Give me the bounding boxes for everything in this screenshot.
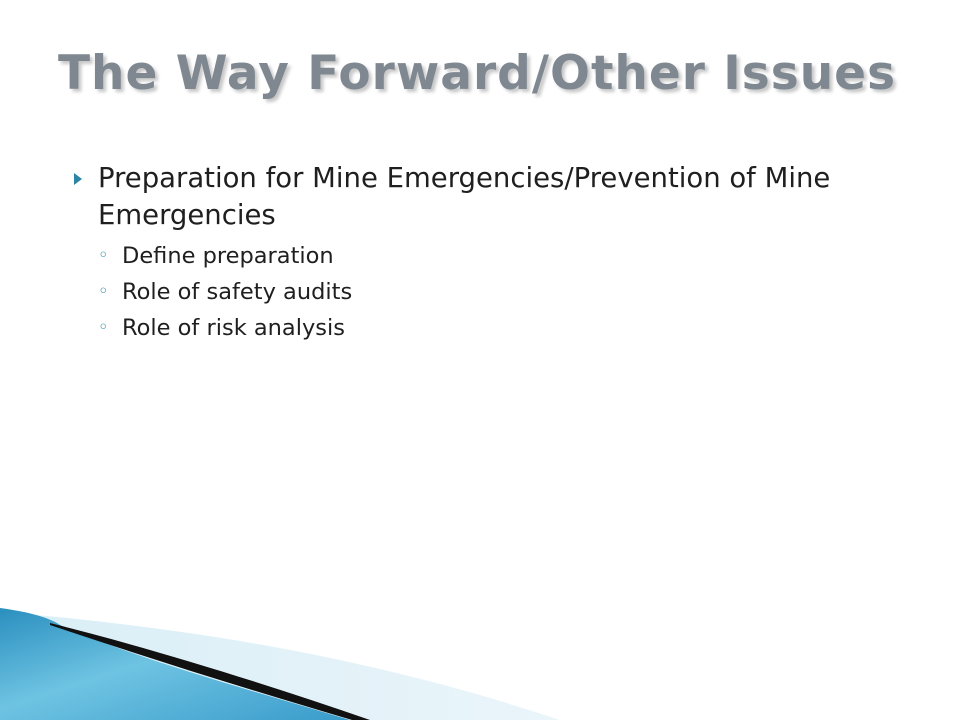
sub-bullet-text: Define preparation: [122, 243, 334, 269]
slide-title: The Way Forward/Other Issues: [58, 46, 897, 101]
circle-bullet-icon: ◦: [98, 245, 109, 266]
sub-bullet-text: Role of risk analysis: [122, 315, 345, 341]
sub-bullet-text: Role of safety audits: [122, 279, 353, 305]
main-bullet-text: Preparation for Mine Emergencies/Prevention of Mine Emergencies: [98, 162, 831, 231]
circle-bullet-icon: ◦: [98, 317, 109, 338]
circle-bullet-icon: ◦: [98, 281, 109, 302]
